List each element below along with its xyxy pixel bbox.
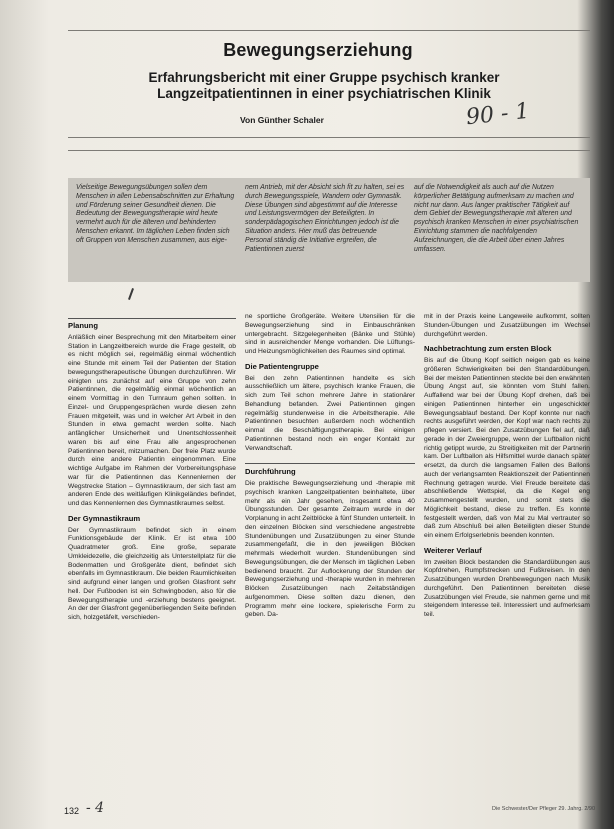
heading-patientengruppe: Die Patientengruppe	[245, 361, 319, 371]
heading-gymnastikraum: Der Gymnastikraum	[68, 513, 141, 523]
page-number: 132	[64, 806, 80, 816]
article-subtitle	[84, 70, 564, 102]
subtitle-line-1: Erfahrungsbericht mit einer Gruppe psychisch kranker	[148, 70, 500, 85]
text-column-2	[245, 313, 415, 800]
paragraph-col2-top: ne sportliche Großgeräte. Weitere Utensilien für die Bewegungserziehung sind in Einbauschränken untergebracht. Sitzgelegenheiten (Bänke und Stühle) sind in ausreichender Menge vorhanden. Die Lüftungs- und Heizungsmöglichkeiten des Raumes sind optimal.	[245, 313, 415, 355]
heading-durchfuehrung: Durchführung	[245, 467, 296, 477]
header-rule-1	[68, 137, 590, 138]
header-rule-2	[68, 150, 590, 151]
intro-column-2: nem Antrieb, mit der Absicht sich fit zu halten, sei es durch Bewegungsspiele, Wandern oder Gymnastik. Diese Übungen sind abgestimmt auf die Interesse und Leistungsvermögen der Beteiligten. In sonderpädagogischen Einrichtungen jedoch ist die Situation anders. Hier muß das betreuende Personal ständig die Initiative ergreifen, die Patientinnen zuerst	[245, 184, 405, 253]
handwritten-page-mark: - 4	[86, 800, 105, 816]
paragraph-col3-top: mit in der Praxis keine Langeweile aufkommt, sollten Stunden-Übungen und Zusatzübungen im Wechsel durchgeführt werden.	[424, 313, 590, 338]
column-2-rule	[245, 463, 415, 464]
subtitle-line-2: Langzeitpatientinnen in einer psychiatrischen Klinik	[157, 86, 491, 101]
paragraph-patientengruppe: Bei den zehn Patientinnen handelte es sich ausschließlich um ältere, psychisch kranke Frauen, die sich zum Teil schon mehrere Jahre in stationärer Behandlung befanden. Zwei Patientinnen gingen regelmäßig stundenweise in die Arbeitstherapie. Alle Patientinnen besuchten außerdem noch wöchentlich einmal die Beschäftigungstherapie. Bei einigen Patientinnen bestand noch ein enger Kontakt zur Verwandtschaft.	[245, 374, 415, 452]
paragraph-durchfuehrung: Die praktische Bewegungserziehung und -therapie mit psychisch kranken Langzeitpatienten beinhaltete, über mehr als ein Jahr gesehen, insgesamt etwa 40 Übungsstunden. Der gesamte Zeitraum wurde in der Vorplanung in acht Zeitblöcke à fünf Stunden unterteilt. In den einzelnen Blöcken sind verschiedene angestrebte Stundenübungen und Zusatzübungen zu einer Stunde zusammengefaßt, die in den jeweiligen Blöcken mehrmals wiederholt wurden. Stundenübungen sind Bewegungsübungen, die der Mensch im täglichen Leben bedienend braucht. Zur Auflockerung der Stunden der Bewegungserziehung und -therapie wurden in mehreren Blöcken Zusatzübungen nach Zeitabständigen aufgenommen. Diese sollten dazu dienen, den Programm mehr eine lockere, spielerische Form zu geben. Da-	[245, 480, 415, 619]
paragraph-erster-block: Bis auf die Übung Kopf seitlich neigen gab es keine größeren Schwierigkeiten bei den Standardübungen. Bei der meisten Patientinnen steckte bei den erwähnten Übung Angst auf, sie könnten vom Stuhl fallen. Auffallend war bei der Übung Kopf drehen, daß bei einigen Patientinnen hinterher ein ungeschickter Bewegungsablauf bestand. Der Kopf konnte nur nach rechts ausgeführt werden, der Kopf war nach rechts zu pflegen versiert. Bei den Zusatzübungen fiel auf, daß gerade in der Zweiergruppe, wenn der Luftballon nicht richtig getippt wurde, zu Streitigkeiten mit der Partnerin kam. Der Luftballon als Hilfsmittel wurde danach später ersetzt, da durch die langsamen Fallen des Ballons auch der verlangsamten Reaktionszeit der Patientinnen Rechnung getragen wurde. Viel Freude bereitete das abschließende Wettspiel, da die Kegel eng zusammengestellt wurden, und somit stets die Möglichkeit bestand, diese zu treffen. Es konnte festgestellt werden, daß von Mal zu Mal vertrauter so daß zum Abschluß bei allen Beteiligten dieser Stunde ein einem Erfolgserlebnis beenden konnten.	[424, 357, 590, 539]
handwritten-note: 90 - 1	[464, 98, 531, 131]
column-1-rule	[68, 318, 236, 319]
header-top-rule	[68, 30, 590, 31]
intro-column-3: auf die Notwendigkeit als auch auf die Nutzen körperlicher Betätigung aufmerksam zu machen und nicht nur dann. Aus langer praktischer Tätigkeit auf dem Gebiet der Bewegungstherapie mit älteren und psychisch kranken Menschen in einer psychiatrischen Einrichtung stammen die nachfolgenden Aufzeichnungen, die die Arbeit über einen Jahres umfassen.	[414, 184, 579, 253]
heading-weiterer-verlauf: Weiterer Verlauf	[424, 545, 482, 555]
text-column-1	[68, 322, 236, 800]
text-column-3	[424, 313, 590, 800]
heading-erster-block: Nachbetrachtung zum ersten Block	[424, 344, 552, 354]
paragraph-gymnastikraum: Der Gymnastikraum befindet sich in einem Funktionsgebäude der Klinik. Er ist etwa 100 Quadratmeter groß. Eine große, separate Umkleidezelle, die gleichzeitig als Unterstellplatz für die Bodenmatten und Großgeräte dient, befindet sich ebenfalls im Gymnastikraum. Die beiden Raumlichkeiten sind aufgrund einer langen und großen Glasfront sehr hell. Der Fußboden ist ein Schwingboden, also für die Bewegungstherapie und -erziehung bestens geeignet. An der der Glasfront gegenüberliegenden Seite befinden sich, holzgetäfelt, verschieden-	[68, 526, 236, 621]
journal-footer: Die Schwester/Der Pfleger 29. Jahrg. 2/90	[492, 806, 596, 812]
scan-mark	[128, 288, 134, 300]
heading-planung: Planung	[68, 322, 98, 330]
article-title: Bewegungserziehung	[223, 40, 413, 60]
paragraph-weiterer-verlauf: Im zweiten Block bestanden die Standardübungen aus Kopfdrehen, Rumpfstrecken und Fußkreisen. In den Zusatzübungen wurden Drehbewegungen nach Musik durchgeführt. Den Patientinnen bereiteten diese Zusatzübungen viel Freude, sie nahmen gerne und mit steigendem Interesse teil. Interessiert und aufmerksam teil.	[424, 558, 590, 618]
paragraph-planung: Anläßlich einer Besprechung mit den Mitarbeitern einer Station in Langzeitbereich wurde die Frage gestellt, ob es nicht möglich sei, regelmäßig einmal wöchentlich eine Stunde mit einem Teil der Patienten der Station bewegungstherapeutische Übungen durchzuführen. Wir einigten uns zunächst auf eine Gruppe von zehn Patientinnen, die regelmäßig einmal wöchentlich an einem Vormittag in den Turnraum gehen sollten. In Einzel- und Gruppengesprächen wurde diesen zehn Frauen mitgeteilt, was und in welcher Art Arbeit in den Stunden in etwa gemacht werden sollte. Nach anfänglicher Unsicherheit und Unentschlossenheit waren bis auf eine Frau alle angesprochenen Patientinnen bereit, mitzumachen. Der freie Platz wurde durch eine andere Patientin eingenommen. Eine wichtige Aufgabe im Rahmen der Vorbereitungsphase war für die Patientinnen das Kennenlernen der Wegstrecke Station – Gymnastikraum, der sich fast am anderen Ende des weitläufigen Klinikgeländes befindet, und das Kennenlernen des Gymnastikraumes selbst.	[68, 333, 236, 507]
author-byline: Von Günther Schaler	[240, 115, 324, 125]
intro-column-1: Vielseitige Bewegungsübungen sollen dem Menschen in allen Lebensabschnitten zur Erhaltung und Förderung seiner Gesundheit dienen. Die Bedeutung der Bewegungstherapie wird heute vermehrt auch für die älteren und behinderten Menschen erkannt. Im täglichen Leben finden sich oft Gruppen von Menschen zusammen, aus eige-	[76, 184, 235, 244]
